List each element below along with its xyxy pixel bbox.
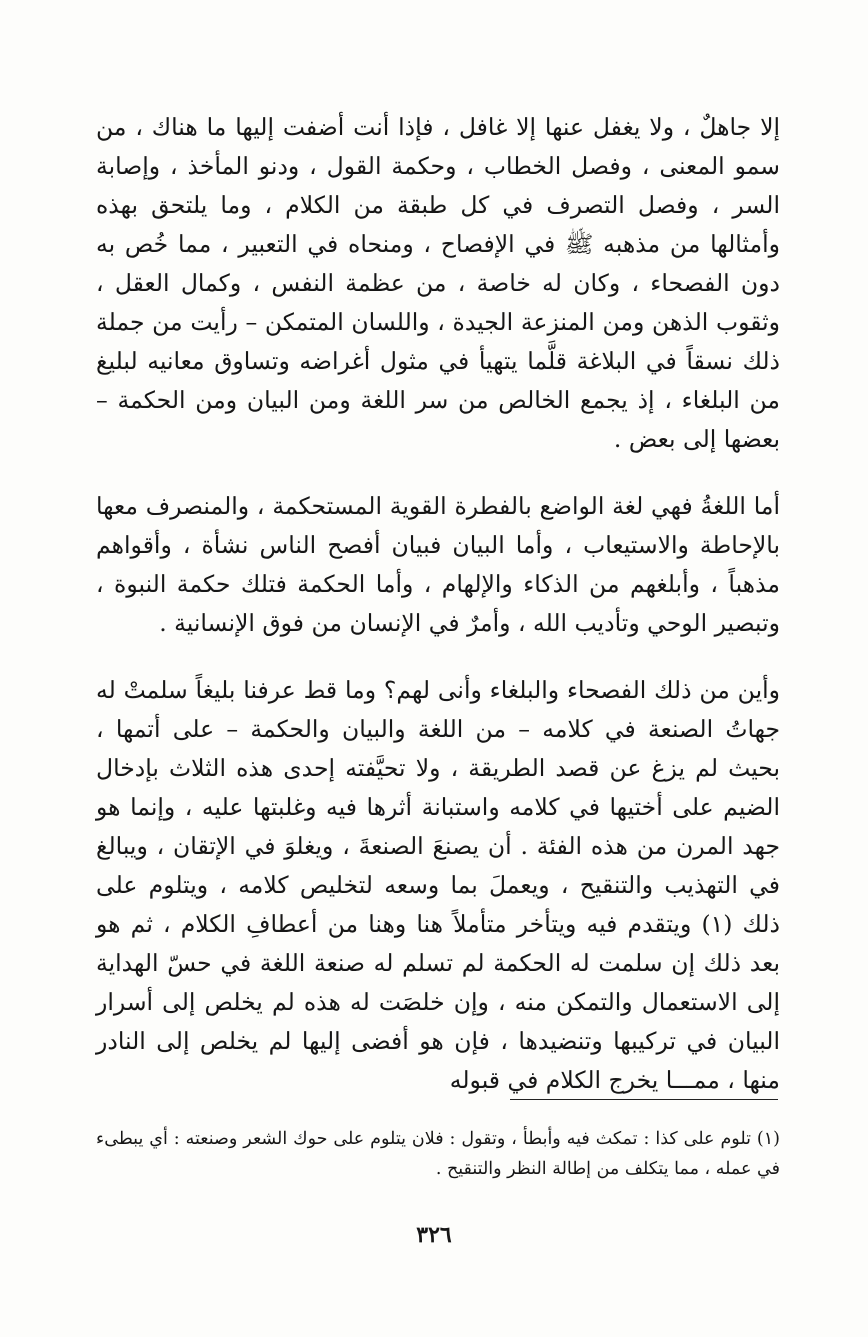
paragraph-3: وأين من ذلك الفصحاء والبلغاء وأنى لهم؟ وما قط عرفنا بليغاً سلمتْ له جهاتُ الصنعة في كلامه – من اللغة والبيان والحكمة – على أتمها ، بحيث لم يزغ عن قصد الطريقة ، ولا تحيَّفته إحدى هذه الثلاث بإدخال الضيم على أختيها في كلامه واستبانة أثرها فيه وغلبتها عليه ، وإنما هو جهد المرن من هذه الفئة . أن يصنعَ الصنعةَ ، ويغلوَ في الإتقان ، ويبالغ في التهذيب والتنقيح ، ويعملَ بما وسعه لتخليص كلامه ، ويتلوم على ذلك (١) ويتقدم فيه ويتأخر متأملاً هنا وهنا من أعطافِ الكلام ، ثم هو بعد ذلك إن سلمت له الحكمة لم تسلم له صنعة اللغة في حسّ الهداية إلى الاستعمال والتمكن منه ، وإن خلصَت له هذه لم يخلص إلى أسرار البيان في تركيبها وتنضيدها ، فإن هو أفضى إليها لم يخلص إلى النادر منها ، ممـــا يخرج الكلام في قبوله [96, 676, 780, 1094]
paragraph-2: أما اللغةُ فهي لغة الواضع بالفطرة القوية المستحكمة ، والمنصرف معها بالإحاطة والاستيعاب ، وأما البيان فبيان أفصح الناس نشأة ، وأقواهم مذهباً ، وأبلغهم من الذكاء والإلهام ، وأما الحكمة فتلك حكمة النبوة ، وتبصير الوحي وتأديب الله ، وأمرٌ في الإنسان من فوق الإنسانية . [96, 492, 780, 637]
footnote-separator [510, 1099, 778, 1100]
paragraph-1: إلا جاهلٌ ، ولا يغفل عنها إلا غافل ، فإذا أنت أضفت إليها ما هناك ، من سمو المعنى ، وفصل الخطاب ، وحكمة القول ، ودنو المأخذ ، وإصابة السر ، وفصل التصرف في كل طبقة من الكلام ، وما يلتحق بهذه وأمثالها من مذهبه ﷺ في الإفصاح ، ومنحاه في التعبير ، مما خُص به دون الفصحاء ، وكان له خاصة ، من عظمة النفس ، وكمال العقل ، وثقوب الذهن ومن المنزعة الجيدة ، واللسان المتمكن – رأيت من جملة ذلك نسقاً في البلاغة قلَّما يتهيأ في مثول أغراضه وتساوق معانيه لبليغ من البلغاء ، إذ يجمع الخالص من سر اللغة ومن البيان ومن الحكمة – بعضها إلى بعض . [96, 113, 780, 453]
main-text [96, 108, 780, 1100]
page-number: ٣٢٦ [416, 1222, 452, 1248]
footnote: (١) تلوم على كذا : تمكث فيه وأبطأ ، وتقول : فلان يتلوم على حوك الشعر وصنعته : أي يبطىء في عمله ، مما يتكلف من إطالة النظر والتنقيح . [96, 1129, 780, 1179]
